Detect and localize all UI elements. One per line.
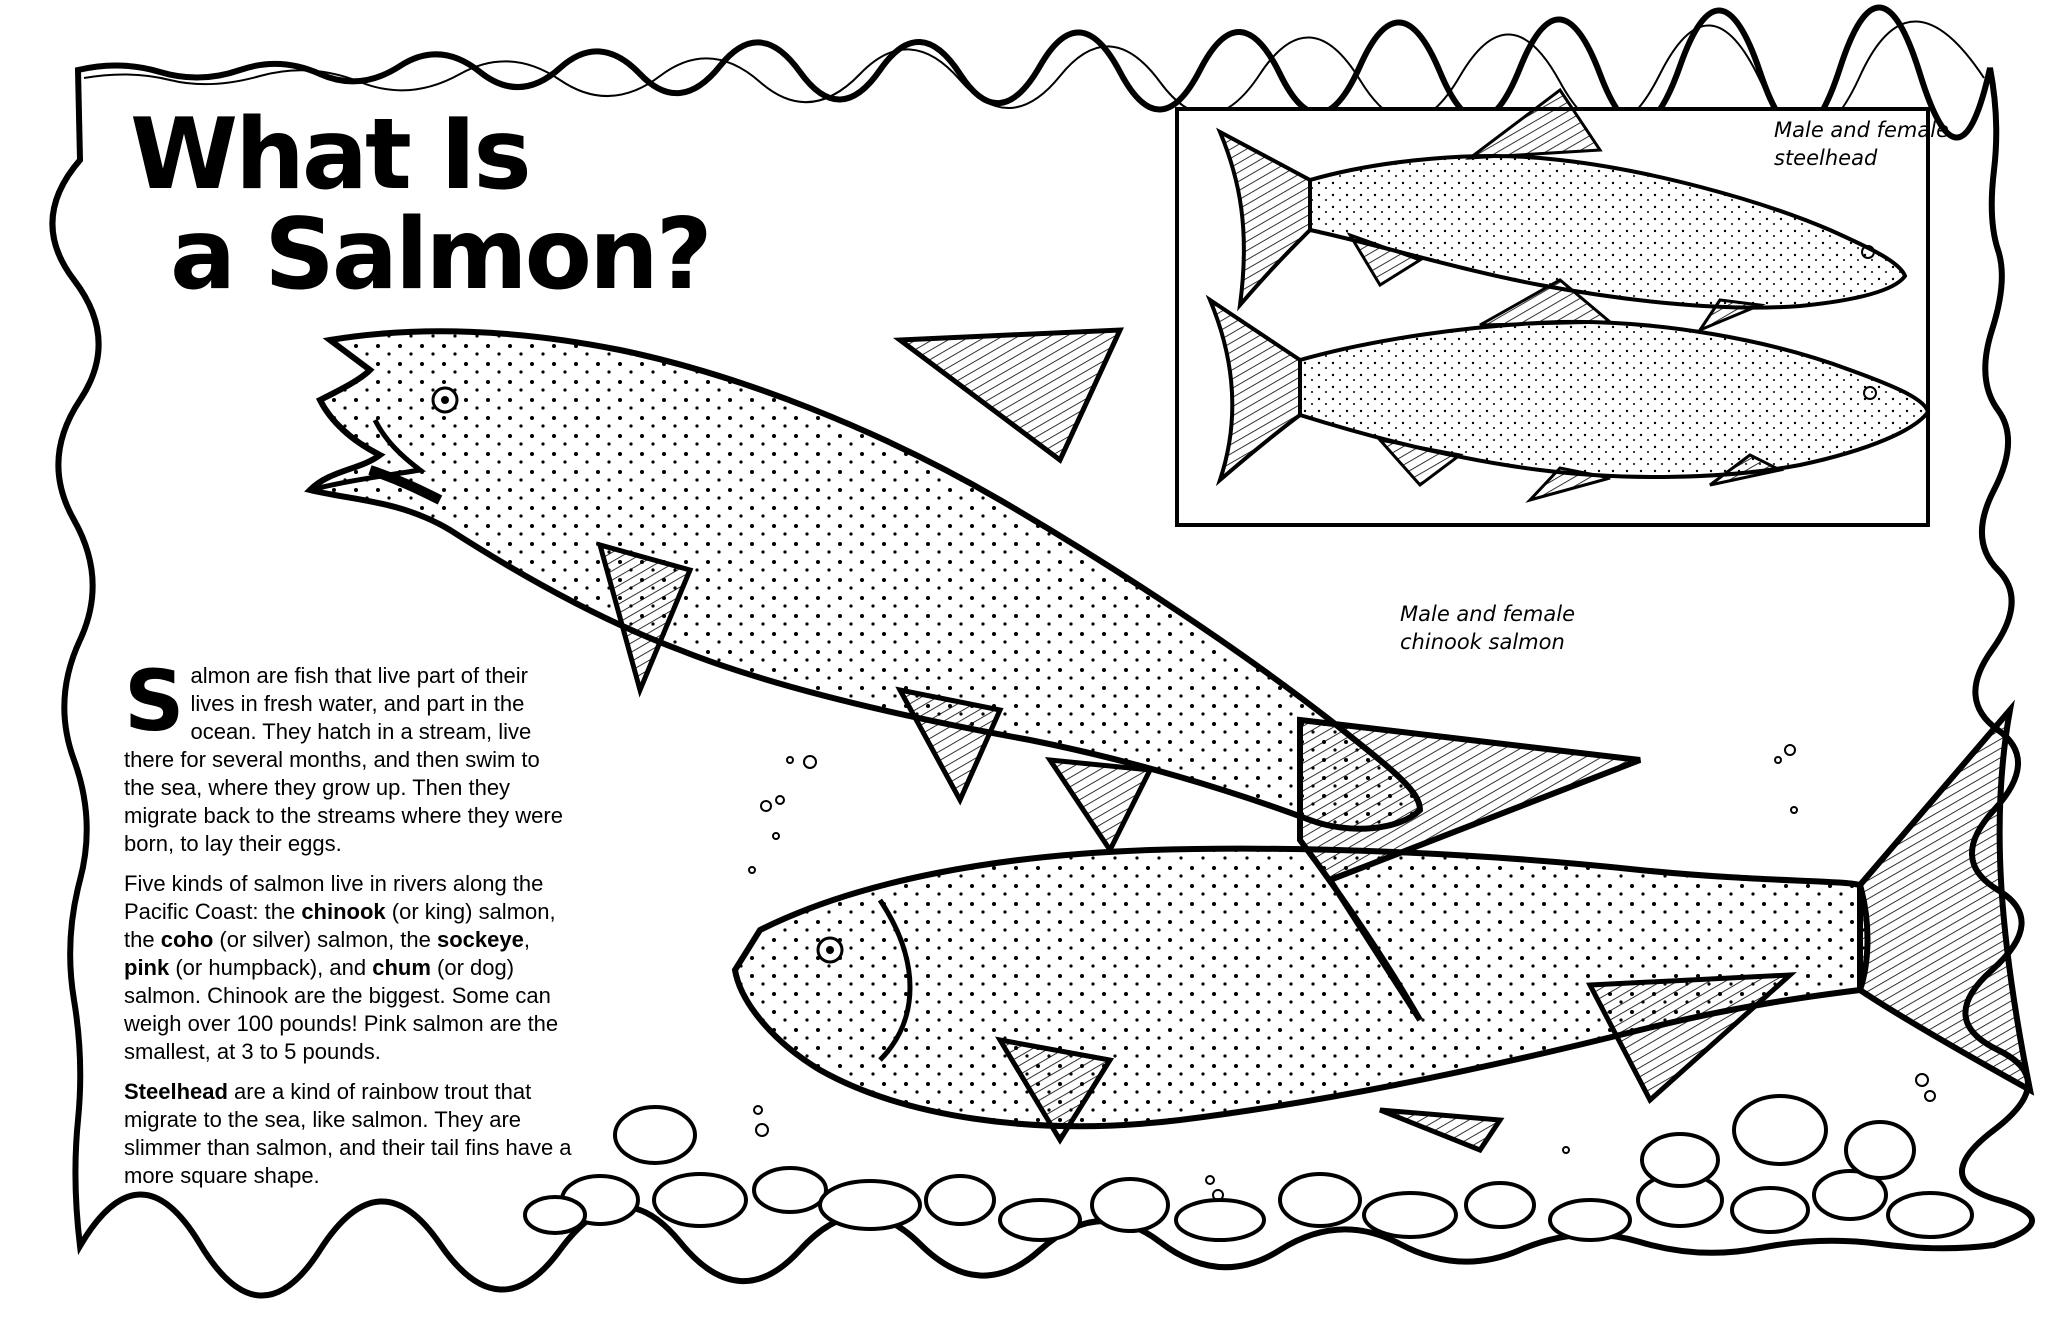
- caption-steelhead: [1774, 116, 1949, 172]
- caption-chinook-line-1: Male and female: [1400, 602, 1575, 626]
- article-body: [124, 652, 574, 1202]
- caption-chinook-line-2: chinook salmon: [1400, 630, 1565, 654]
- caption-steelhead-line-2: steelhead: [1774, 146, 1878, 170]
- paragraph-intro: [124, 652, 574, 858]
- text-run: (or humpback), and: [169, 955, 373, 980]
- paragraph-kinds: [124, 870, 574, 1066]
- river-pebbles: [525, 1096, 1972, 1240]
- paragraph-steelhead: [124, 1078, 574, 1190]
- text-run: (or king) salmon, the: [124, 899, 556, 952]
- term-chum: chum: [372, 955, 431, 980]
- caption-chinook: [1400, 600, 1575, 656]
- paragraph-intro-text: almon are fish that live part of their lives in fresh water, and part in the ocean. They hatch in a stream, live there for several months, and then swim to the sea, where they grow up. Then they migrate back to the streams where they were born, to lay their eggs.: [124, 663, 563, 856]
- title-line-1: What Is: [130, 98, 529, 212]
- term-sockeye: sockeye: [437, 927, 524, 952]
- term-coho: coho: [160, 927, 214, 952]
- term-chinook: chinook: [301, 899, 386, 924]
- text-run: Five kinds of salmon live in rivers along the Pacific Coast: the: [124, 871, 544, 924]
- text-run: are a kind of rainbow trout that migrate to the sea, like salmon. They are slimmer than salmon, and their tail fins have a more square shape.: [124, 1079, 572, 1188]
- caption-steelhead-line-1: Male and female: [1774, 118, 1949, 142]
- text-run: (or silver) salmon, the: [213, 927, 437, 952]
- text-run: (or dog) salmon. Chinook are the biggest. Some can weigh over 100 pounds! Pink salmon are the smallest, at 3 to 5 pounds.: [124, 955, 559, 1064]
- drop-cap: S: [124, 652, 185, 750]
- term-pink: pink: [124, 955, 170, 980]
- term-steelhead: Steelhead: [124, 1079, 228, 1104]
- text-run: ,: [523, 927, 530, 952]
- title-line-2: a Salmon?: [170, 198, 710, 312]
